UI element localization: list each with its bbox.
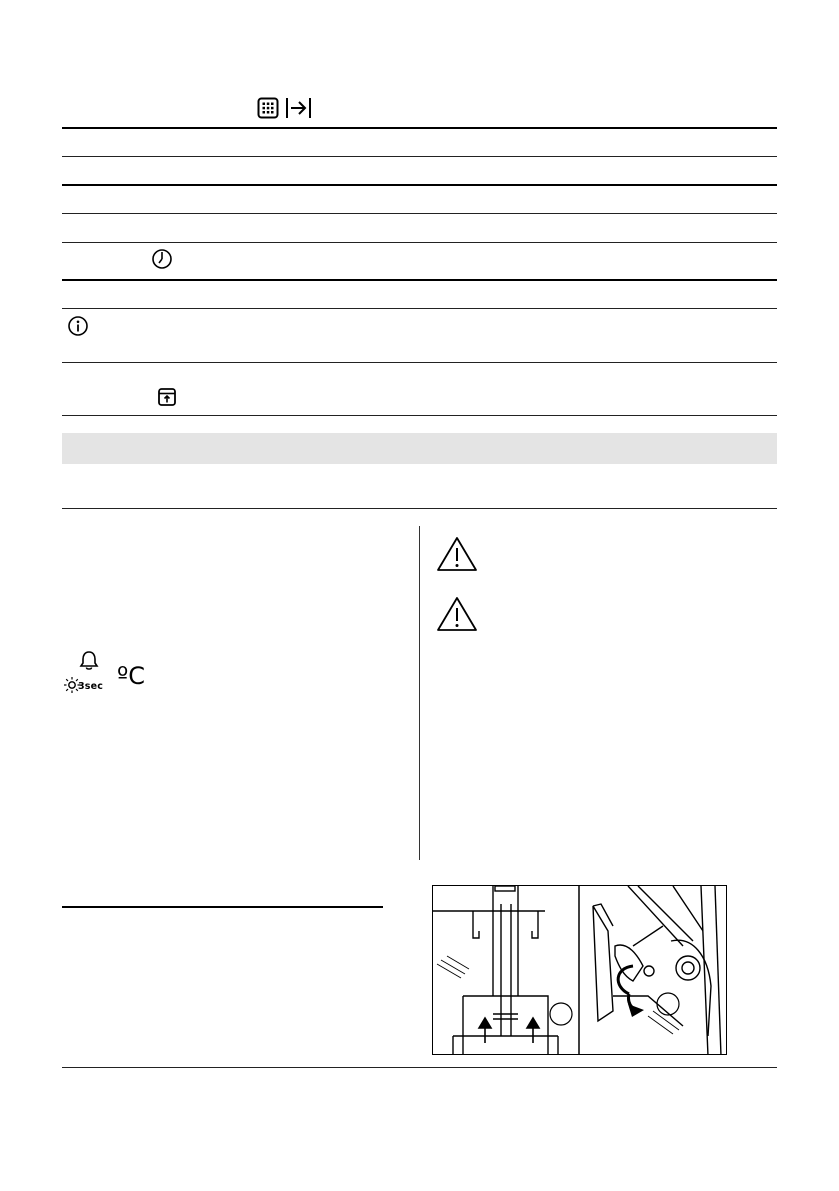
- section-header-bar: [62, 433, 777, 464]
- clock-icon: [151, 248, 173, 270]
- table-rule: [62, 127, 777, 129]
- table-rule: [62, 213, 777, 214]
- keypad-grid-icon: [256, 96, 280, 120]
- temperature-unit: ºC: [117, 662, 146, 690]
- info-icon: [67, 315, 89, 337]
- table-rule: [62, 242, 777, 243]
- footer-rule: [62, 1067, 777, 1068]
- arrow-to-bar-icon: [285, 96, 313, 120]
- table-rule: [62, 279, 777, 281]
- table-rule: [62, 415, 777, 416]
- subsection-rule: [62, 906, 383, 908]
- bell-light-duration: 3sec: [78, 681, 104, 692]
- bell-icon: [78, 650, 100, 672]
- table-rule: [62, 308, 777, 309]
- warning-triangle-icon: [436, 596, 478, 632]
- table-rule: [62, 156, 777, 157]
- child-lock-icon: [157, 387, 177, 407]
- table-rule: [62, 362, 777, 363]
- section-rule: [62, 508, 777, 509]
- warning-triangle-icon: [436, 536, 478, 572]
- hinge-illustration: [432, 885, 727, 1055]
- column-separator: [419, 526, 420, 860]
- table-rule: [62, 184, 777, 186]
